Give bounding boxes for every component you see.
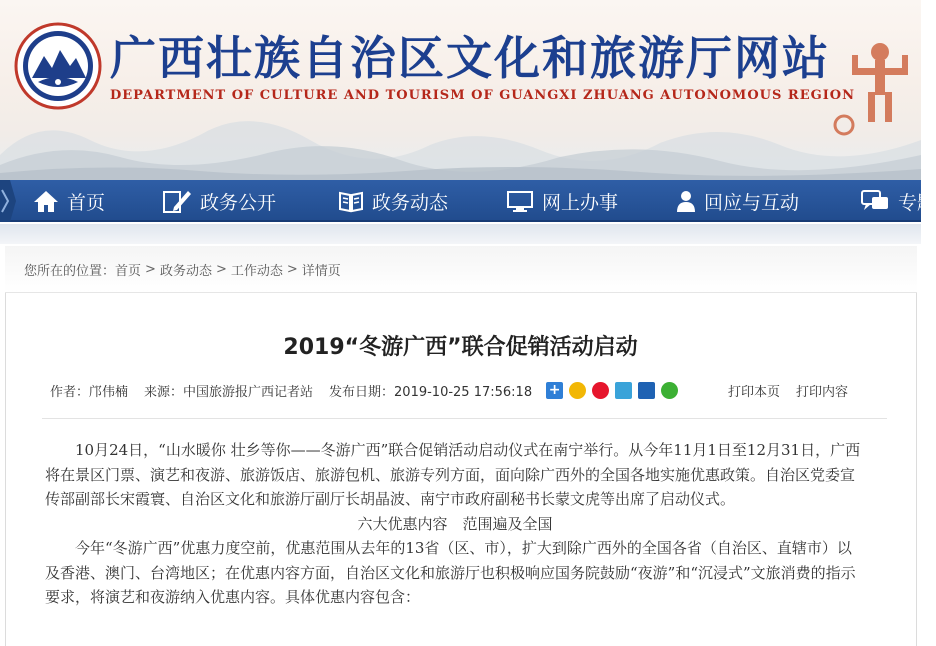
article-title: 2019“冬游广西”联合促销活动启动 — [283, 335, 638, 360]
breadcrumb-link-news[interactable]: 政务动态 — [159, 263, 212, 279]
nav-item-label: 网上办事 — [542, 191, 619, 214]
main-navbar — [0, 180, 936, 222]
print-page-link[interactable]: 打印本页 — [728, 384, 781, 400]
site-header — [0, 0, 921, 180]
site-emblem-icon — [14, 22, 102, 110]
site-title: 广西壮族自治区文化和旅游厅网站 — [110, 31, 830, 85]
mountain-landscape-decoration — [0, 95, 921, 180]
article-source: 来源：中国旅游报广西记者站 — [144, 384, 314, 400]
breadcrumb — [5, 246, 917, 293]
site-subtitle: DEPARTMENT OF CULTURE AND TOURISM OF GUANGXI ZHUANG AUTONOMOUS REGION — [110, 88, 855, 103]
nav-item-interaction[interactable] — [676, 180, 799, 222]
open-book-icon — [338, 189, 364, 213]
nav-item-home[interactable] — [33, 180, 105, 222]
nav-left-tab — [0, 180, 16, 222]
wechat-icon[interactable] — [661, 382, 678, 399]
breadcrumb-current: 详情页 — [301, 263, 341, 279]
article-paragraph: 10月24日，“山水暖你 壮乡等你——冬游广西”联合促销活动启动仪式在南宁举行。从今年11月1日至12月31日，广西将在景区门票、演艺和夜游、旅游饭店、旅游包机、旅游专列方面，面向除广西外的全国各地实施优惠政策。自治区党委宣传部副部长宋霞寰、自治区文化和旅游厅副厅长胡晶波、南宁市政府副秘书长蒙文虎等出席了启动仪式。 — [45, 441, 861, 508]
nav-item-government-news[interactable] — [338, 180, 448, 222]
nav-item-label: 回应与互动 — [704, 191, 800, 214]
breadcrumb-link-home[interactable]: 首页 — [115, 263, 142, 279]
chat-icon — [860, 188, 890, 214]
breadcrumb-separator: > — [215, 261, 227, 277]
article-date: 发布日期：2019-10-25 17:56:18 — [329, 384, 533, 400]
edit-document-icon — [162, 187, 192, 215]
breadcrumb-link-work-news[interactable]: 工作动态 — [230, 263, 283, 279]
print-links — [728, 379, 848, 401]
nav-item-label: 政务公开 — [200, 191, 277, 214]
tencent-weibo-icon[interactable] — [615, 382, 632, 399]
article-subheading: 六大优惠内容 范围遍及全国 — [357, 514, 553, 533]
nav-item-government-affairs[interactable] — [162, 180, 276, 222]
breadcrumb-prefix: 您所在的位置： — [24, 263, 116, 279]
share-add-icon[interactable]: + — [546, 382, 563, 399]
nav-item-label: 专题 — [898, 191, 936, 214]
share-toolbar — [546, 382, 684, 399]
nav-item-label: 首页 — [67, 191, 106, 214]
breadcrumb-separator: > — [145, 261, 156, 277]
nav-item-online-services[interactable] — [506, 180, 618, 222]
article-body — [45, 438, 865, 610]
nav-item-label: 政务动态 — [372, 191, 449, 214]
article-author: 作者：邝伟楠 — [50, 384, 129, 400]
print-content-link[interactable]: 打印内容 — [796, 384, 849, 400]
nav-item-topics[interactable] — [860, 180, 936, 222]
weibo-icon[interactable] — [592, 382, 609, 399]
meta-divider — [42, 418, 887, 419]
user-icon — [676, 189, 696, 213]
home-icon — [33, 189, 59, 213]
breadcrumb-separator: > — [286, 261, 298, 277]
article-paragraph: 今年“冬游广西”优惠力度空前，优惠范围从去年的13省（区、市），扩大到除广西外的全国各省（自治区、直辖市）以及香港、澳门、台湾地区；在优惠内容方面，自治区文化和旅游厅也积极响应国务院鼓励“夜游”和“沉浸式”文旅消费的指示要求，将演艺和夜游纳入优惠内容。具体优惠内容包含： — [45, 539, 856, 606]
qzone-icon[interactable] — [569, 382, 586, 399]
monitor-icon — [506, 189, 534, 213]
nav-shadow-strip — [0, 224, 921, 244]
article-meta — [50, 379, 684, 401]
renren-icon[interactable] — [638, 382, 655, 399]
